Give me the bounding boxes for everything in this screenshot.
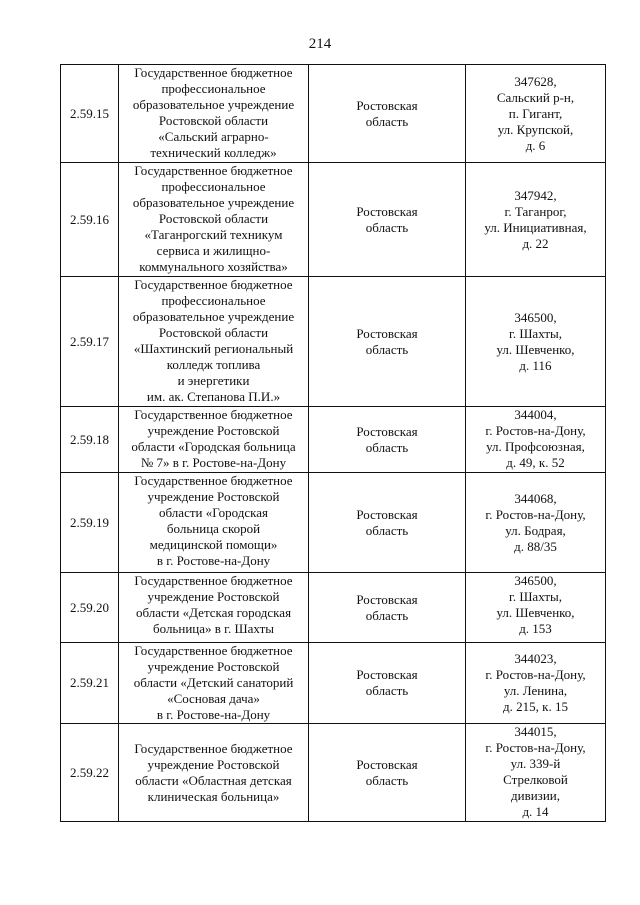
institution-name-line: области «Детский санаторий: [133, 675, 294, 690]
address-line: ул. Шевченко,: [496, 341, 575, 357]
institution-name-line: Государственное бюджетное: [134, 473, 293, 488]
institution-name-line: больница» в г. Шахты: [153, 621, 274, 636]
region: [309, 65, 466, 163]
row-number: 2.59.21: [61, 643, 119, 724]
table-row: [61, 277, 606, 407]
institutions-table: [60, 64, 606, 822]
address-line: г. Таганрог,: [504, 203, 567, 219]
institution-name-line: Государственное бюджетное: [134, 643, 293, 658]
address-line: 346500,: [514, 309, 557, 325]
table-row: [61, 163, 606, 277]
page-number: 214: [308, 36, 332, 52]
address-line: д. 215, к. 15: [503, 699, 568, 714]
table-row: [61, 573, 606, 643]
region-line: Ростовская: [356, 423, 418, 439]
region-line: область: [365, 772, 409, 788]
region-line: область: [365, 219, 409, 235]
region-line: область: [365, 522, 409, 538]
institution-name-line: Ростовской области: [158, 113, 269, 128]
institution-name: [119, 407, 309, 473]
institution-name-line: учреждение Ростовской: [147, 589, 280, 604]
institution-name-line: «Таганрогский техникум: [144, 227, 283, 242]
address-line: д. 88/35: [514, 538, 557, 554]
row-number: 2.59.17: [61, 277, 119, 407]
region-line: Ростовская: [356, 203, 418, 219]
institution-name-line: области «Областная детская: [135, 772, 292, 788]
address-line: 344068,: [514, 490, 557, 506]
institution-name-line: профессиональное: [161, 293, 266, 308]
institution-name: [119, 573, 309, 643]
institution-name-line: профессиональное: [161, 179, 266, 194]
region-line: область: [365, 683, 409, 698]
institution-name-line: образовательное учреждение: [132, 97, 295, 112]
institution-name-line: профессиональное: [161, 81, 266, 96]
institution-name-line: в г. Ростове-на-Дону: [156, 553, 271, 568]
address-line: г. Ростов-на-Дону,: [485, 667, 586, 682]
address-line: 344015,: [514, 724, 557, 739]
address: [466, 724, 606, 822]
region: [309, 573, 466, 643]
region-line: Ростовская: [356, 591, 418, 607]
address-line: ул. 339-й: [510, 756, 561, 771]
table-row: [61, 407, 606, 473]
address: [466, 473, 606, 573]
address: [466, 573, 606, 643]
address: [466, 277, 606, 407]
institution-name-line: в г. Ростове-на-Дону: [156, 707, 271, 722]
region-line: область: [365, 607, 409, 623]
region: [309, 643, 466, 724]
address-line: Стрелковой: [503, 772, 568, 787]
address-line: 344004,: [514, 407, 557, 422]
row-number: 2.59.22: [61, 724, 119, 822]
address-line: д. 14: [522, 804, 549, 819]
institution-name-line: учреждение Ростовской: [147, 489, 280, 504]
institution-name: [119, 473, 309, 573]
table-row: [61, 643, 606, 724]
institution-name-line: им. ак. Степанова П.И.»: [146, 389, 281, 404]
address: [466, 65, 606, 163]
row-number: 2.59.16: [61, 163, 119, 277]
institution-name-line: колледж топлива: [166, 357, 261, 372]
region-line: Ростовская: [356, 756, 418, 772]
address-line: 346500,: [514, 573, 557, 588]
institution-name-line: Государственное бюджетное: [134, 277, 293, 292]
region: [309, 473, 466, 573]
region: [309, 407, 466, 473]
region-line: Ростовская: [356, 667, 418, 682]
institution-name-line: «Сосновая дача»: [167, 691, 260, 706]
institution-name: [119, 724, 309, 822]
region-line: Ростовская: [356, 506, 418, 522]
institution-name-line: «Шахтинский региональный: [133, 341, 294, 356]
institution-name-line: области «Детская городская: [135, 605, 292, 620]
region: [309, 277, 466, 407]
institution-name-line: медицинской помощи»: [149, 537, 278, 552]
region-line: область: [365, 439, 409, 455]
region-line: область: [365, 113, 409, 129]
address-line: 344023,: [514, 651, 557, 666]
region: [309, 163, 466, 277]
address: [466, 163, 606, 277]
institution-name-line: Ростовской области: [158, 211, 269, 226]
address-line: ул. Бодрая,: [505, 522, 566, 538]
institution-name-line: учреждение Ростовской: [147, 423, 280, 438]
institution-name-line: и энергетики: [177, 373, 250, 388]
institution-name-line: области «Городская: [159, 505, 268, 520]
region: [309, 724, 466, 822]
institution-name-line: технический колледж»: [150, 145, 277, 160]
table-row: [61, 65, 606, 163]
institution-name-line: «Сальский аграрно-: [158, 129, 269, 144]
institution-name-line: области «Городская больница: [131, 439, 296, 454]
institution-name-line: больница скорой: [166, 521, 261, 536]
row-number: 2.59.19: [61, 473, 119, 573]
address-line: Сальский р-н,: [496, 89, 575, 105]
row-number: 2.59.18: [61, 407, 119, 473]
institution-name-line: учреждение Ростовской: [147, 756, 280, 772]
institution-name-line: образовательное учреждение: [132, 195, 295, 210]
institution-name: [119, 65, 309, 163]
address-line: 347628,: [514, 73, 557, 89]
institution-name-line: сервиса и жилищно-: [156, 243, 271, 258]
table-row: [61, 473, 606, 573]
institution-name: [119, 643, 309, 724]
address-line: д. 6: [525, 137, 546, 153]
address-line: дивизии,: [511, 788, 560, 803]
institution-name: [119, 277, 309, 407]
institution-name-line: Государственное бюджетное: [134, 573, 293, 588]
address-line: ул. Шевченко,: [496, 605, 575, 620]
institution-name-line: коммунального хозяйства»: [139, 259, 288, 274]
address-line: г. Шахты,: [508, 589, 563, 604]
table-row: [61, 724, 606, 822]
address-line: д. 49, к. 52: [506, 455, 565, 470]
address: [466, 407, 606, 473]
institution-name-line: Государственное бюджетное: [134, 407, 293, 422]
address-line: ул. Крупской,: [497, 121, 574, 137]
institution-name-line: № 7» в г. Ростове-на-Дону: [140, 455, 287, 470]
institution-name-line: Государственное бюджетное: [134, 65, 293, 80]
address-line: г. Ростов-на-Дону,: [485, 740, 586, 755]
region-line: Ростовская: [356, 325, 418, 341]
address-line: 347942,: [514, 187, 557, 203]
address-line: д. 116: [519, 357, 552, 373]
address-line: г. Ростов-на-Дону,: [485, 423, 586, 438]
address: [466, 643, 606, 724]
institution-name: [119, 163, 309, 277]
address-line: ул. Профсоюзная,: [486, 439, 585, 454]
region-line: область: [365, 341, 409, 357]
address-line: г. Шахты,: [508, 325, 563, 341]
institution-name-line: Ростовской области: [158, 325, 269, 340]
address-line: ул. Ленина,: [503, 683, 568, 698]
address-line: ул. Инициативная,: [484, 219, 587, 235]
row-number: 2.59.20: [61, 573, 119, 643]
institution-name-line: образовательное учреждение: [132, 309, 295, 324]
address-line: п. Гигант,: [508, 105, 563, 121]
institution-name-line: клиническая больница»: [147, 788, 280, 804]
institution-name-line: Государственное бюджетное: [134, 163, 293, 178]
region-line: Ростовская: [356, 97, 418, 113]
address-line: д. 153: [519, 621, 552, 636]
address-line: г. Ростов-на-Дону,: [485, 506, 586, 522]
row-number: 2.59.15: [61, 65, 119, 163]
address-line: д. 22: [522, 235, 549, 251]
institution-name-line: учреждение Ростовской: [147, 659, 280, 674]
institution-name-line: Государственное бюджетное: [134, 740, 293, 756]
